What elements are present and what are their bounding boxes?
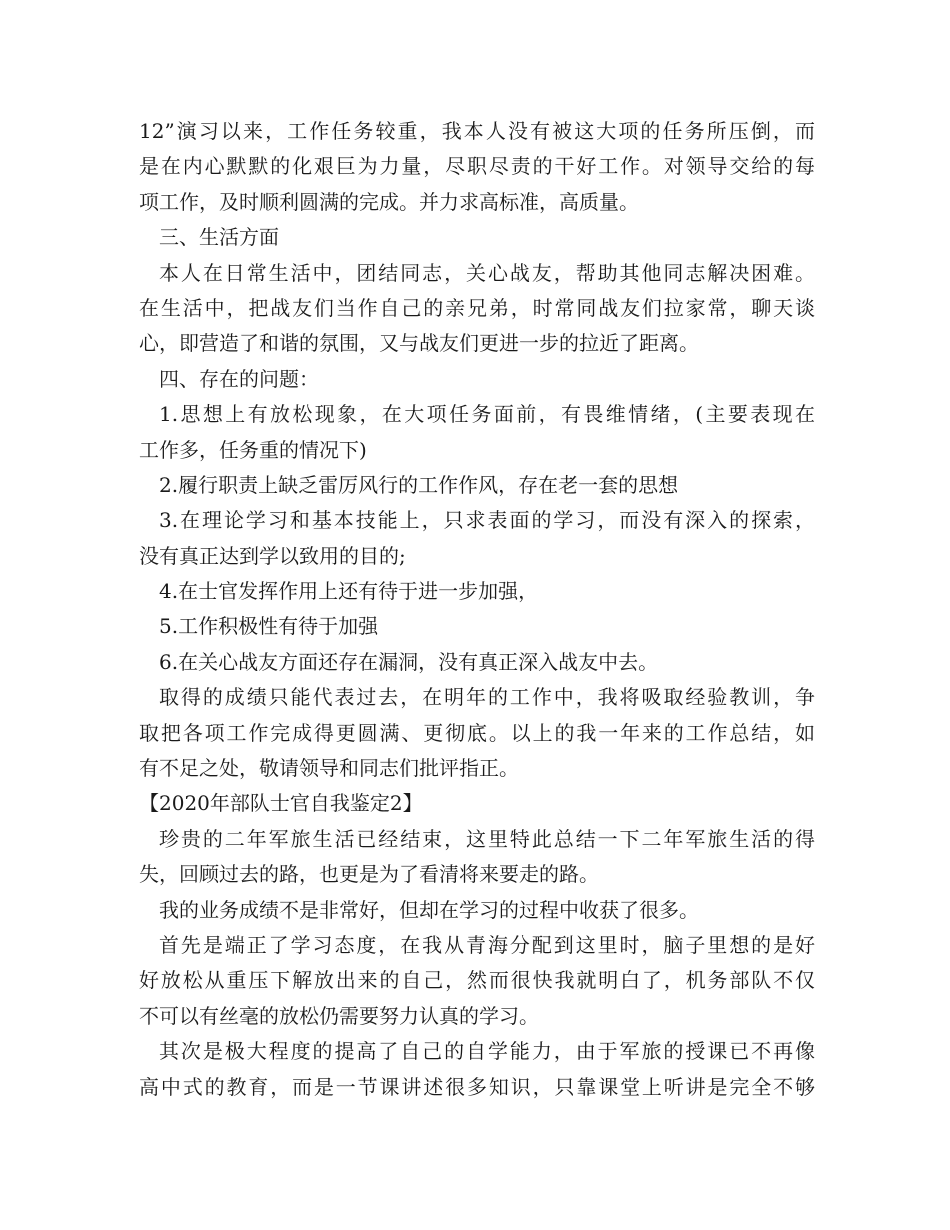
document-body — [139, 114, 815, 1105]
text-line: 其次是极大程度的提高了自己的自学能力，由于军旅的授课已不再像 — [159, 1039, 815, 1064]
text-line: 我的业务成绩不是非常好，但却在学习的过程中收获了很多。 — [159, 897, 699, 922]
list-item: 2.履行职责上缺乏雷厉风行的工作作风，存在老一套的思想 — [159, 472, 679, 497]
list-item: 1.思想上有放松现象，在大项任务面前，有畏维情绪，(主要表现在 — [159, 402, 815, 427]
list-item: 6.在关心战友方面还存在漏洞，没有真正深入战友中去。 — [159, 649, 659, 674]
list-item: 4.在士官发挥作用上还有待于进一步加强， — [159, 579, 539, 604]
text-line: 不可以有丝毫的放松仍需要努力认真的学习。 — [139, 1003, 539, 1028]
section-heading-problems: 四、存在的问题： — [159, 366, 319, 391]
text-line: 心，即营造了和谐的氛围，又与战友们更进一步的拉近了距离。 — [139, 331, 699, 356]
text-line: 项工作，及时顺利圆满的完成。并力求高标准，高质量。 — [139, 189, 639, 214]
text-line: 取把各项工作完成得更圆满、更彻底。以上的我一年来的工作总结，如 — [139, 720, 815, 745]
text-line: 是在内心默默的化艰巨为力量，尽职尽责的干好工作。对领导交给的每 — [139, 154, 815, 179]
text-line: 失，回顾过去的路，也更是为了看清将来要走的路。 — [139, 862, 599, 887]
text-line: 12”演习以来，工作任务较重，我本人没有被这大项的任务所压倒，而 — [139, 119, 815, 143]
text-line: 珍贵的二年军旅生活已经结束，这里特此总结一下二年军旅生活的得 — [159, 826, 815, 851]
text-line: 好放松从重压下解放出来的自己，然而很快我就明白了，机务部队不仅 — [139, 968, 815, 993]
text-line: 工作多，任务重的情况下) — [139, 437, 367, 462]
list-item: 3.在理论学习和基本技能上，只求表面的学习，而没有深入的探索， — [159, 508, 815, 533]
text-line: 没有真正达到学以致用的目的; — [139, 543, 406, 568]
list-item: 5.工作积极性有待于加强 — [159, 614, 379, 639]
section-heading-life: 三、生活方面 — [159, 225, 279, 250]
text-line: 首先是端正了学习态度，在我从青海分配到这里时，脑子里想的是好 — [159, 932, 815, 957]
text-line: 高中式的教育，而是一节课讲述很多知识，只靠课堂上听讲是完全不够 — [139, 1074, 815, 1099]
text-line: 本人在日常生活中，团结同志，关心战友，帮助其他同志解决困难。 — [159, 260, 815, 285]
text-line: 有不足之处，敬请领导和同志们批评指正。 — [139, 756, 519, 781]
section-title-2: 【2020年部队士官自我鉴定2】 — [139, 791, 423, 816]
text-line: 在生活中，把战友们当作自己的亲兄弟，时常同战友们拉家常，聊天谈 — [139, 295, 815, 320]
text-line: 取得的成绩只能代表过去，在明年的工作中，我将吸取经验教训，争 — [159, 685, 815, 710]
